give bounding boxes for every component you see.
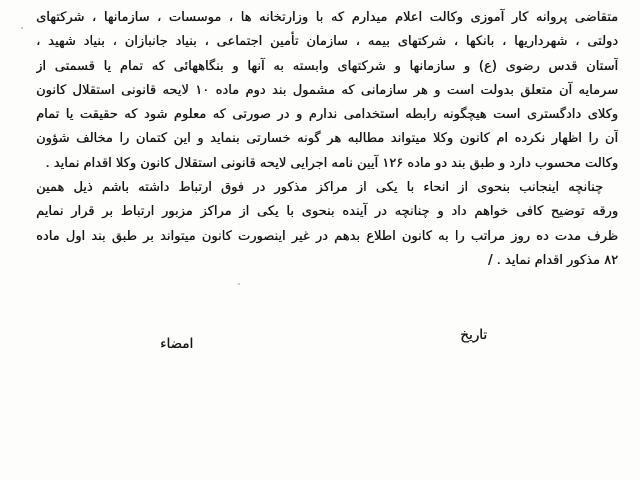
scan-speck bbox=[238, 283, 240, 285]
text-line: سرمایه آن متعلق بدولت است و هر سازمانی که مشمول بند دوم ماده ۱۰ لایحه قانونی استقلال کانون bbox=[36, 82, 618, 98]
paragraph-declaration bbox=[36, 6, 618, 176]
text-line: دولتی ، شهرداریها ، بانکها ، شرکتهای بیمه ، سازمان تأمین اجتماعی ، بنیاد جانبازان ، بنیاد شهید ، bbox=[36, 34, 618, 50]
text-line: آن را اظهار نکرده ام کانون وکلا میتواند مطالبه هر گونه خسارتی بنماید و این کتمان را مخالف شؤون bbox=[36, 131, 618, 147]
text-line: چنانچه اینجانب بنحوی از انحاء با یکی از مراکز مذکور در فوق ارتباط داشته باشم ذیل همین bbox=[36, 180, 603, 196]
text-line: وکالت محسوب دارد و طبق بند دو ماده ۱۲۶ آیین نامه اجرایی لایحه قانونی استقلال کانون وکلا اقدام نماید . bbox=[45, 155, 618, 171]
declaration-text-block bbox=[36, 6, 618, 273]
text-line: آستان قدس رضوی (ع) و سازمانها و شرکتهای وابسته به آنها و بنگاههائی که تمام یا قسمتی از bbox=[36, 58, 618, 74]
signature-label: امضاء bbox=[160, 336, 194, 352]
text-line: ۸۲ مذکور اقدام نماید . / bbox=[488, 252, 618, 268]
paragraph-future-contact bbox=[36, 176, 618, 273]
text-line: ورقه توضیح کافی خواهم داد و چنانچه در آینده بنحوی با یکی از مراکز مزبور ارتباط بر قرار نمایم bbox=[36, 204, 618, 220]
text-line: ظرف مدت ده روز مراتب را به کانون اطلاع بدهم در غیر اینصورت کانون میتواند بر طبق بند اول ماده bbox=[36, 228, 618, 244]
scan-speck bbox=[21, 27, 23, 29]
text-line: متقاضی پروانه کار آموزی وکالت اعلام میدارم که با وزارتخانه ها ، موسسات ، سازمانها ، شرکتهای bbox=[36, 10, 618, 25]
date-label: تاریخ bbox=[460, 327, 487, 343]
text-line: وکلای دادگستری است هیچگونه رابطه استخدامی ندارم و در صورتی که معلوم شود که حقیقت یا تمام bbox=[36, 107, 618, 123]
